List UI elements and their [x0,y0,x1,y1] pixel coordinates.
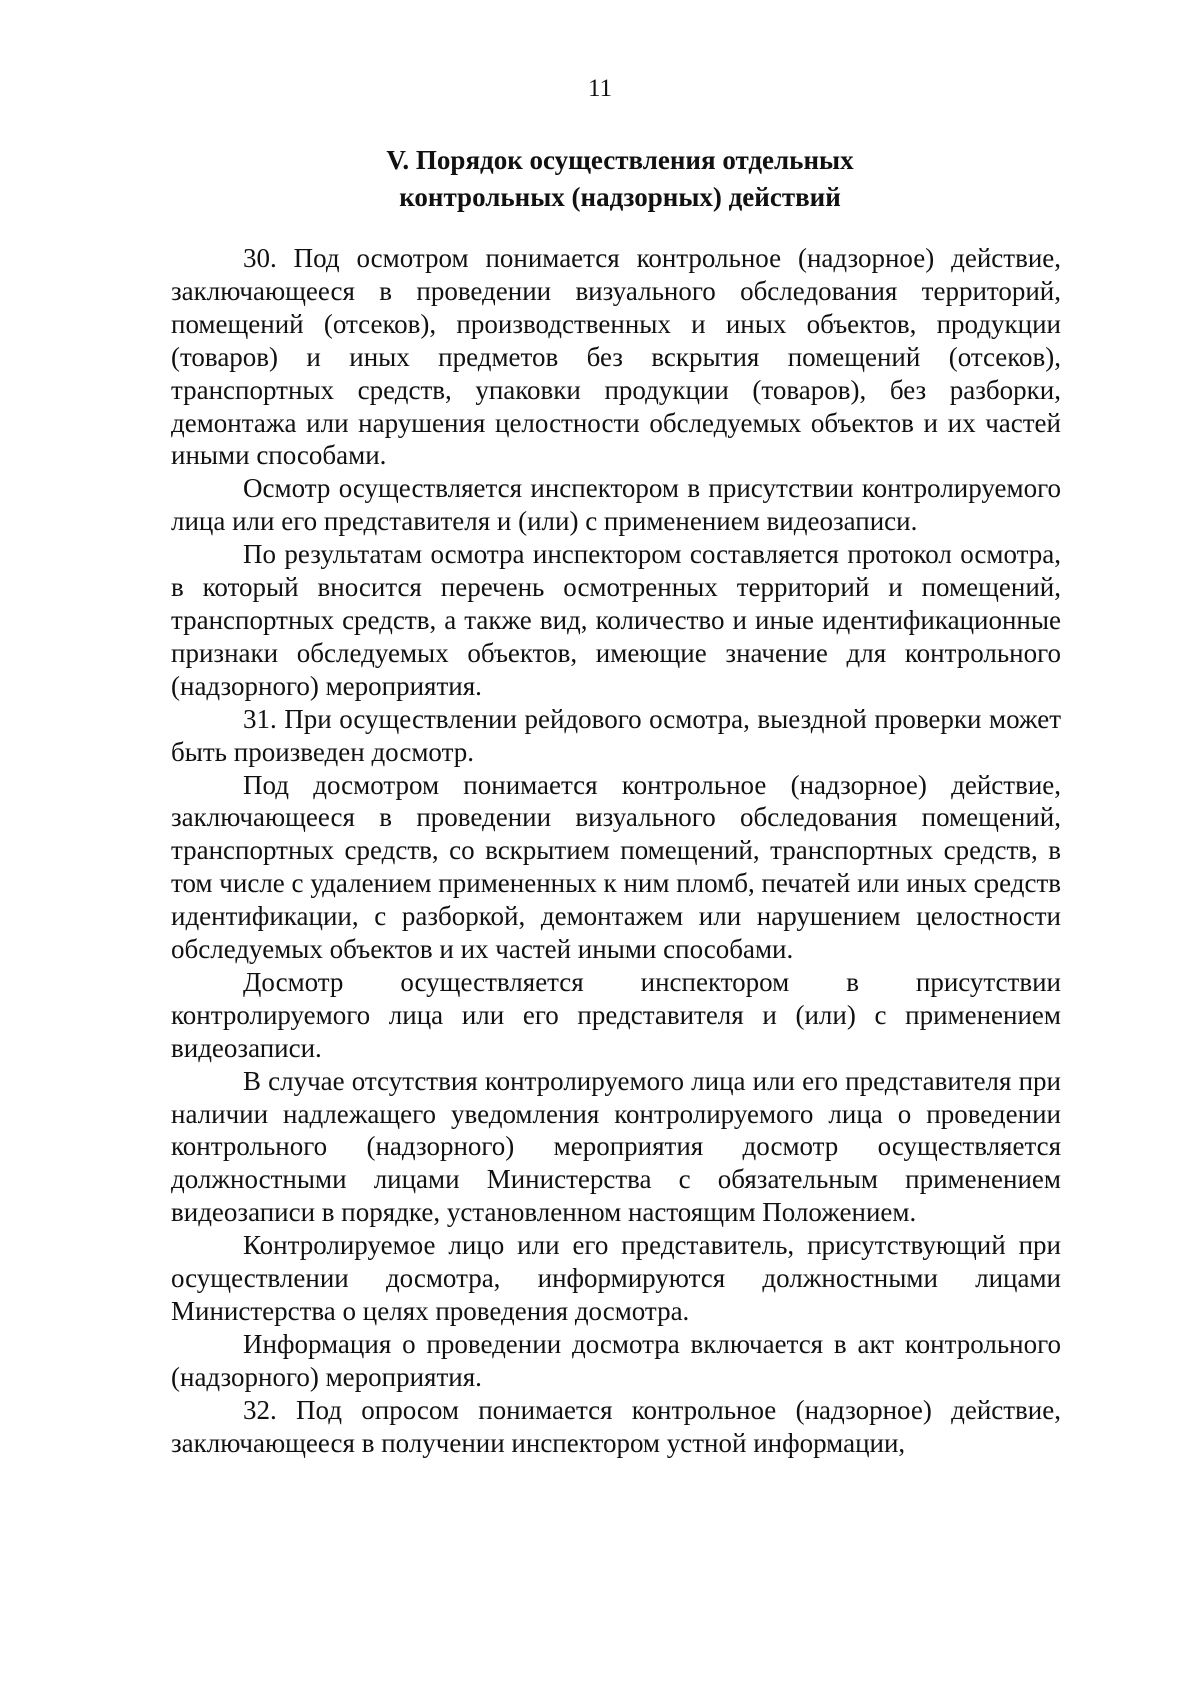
paragraph-search-informing: Контролируемое лицо или его представитель, присутствующий при осуществлении досмотра, информируются должностными лицами Министерства о целях проведения досмотра. [171,1230,1061,1326]
paragraph-inspection-protocol: По результатам осмотра инспектором составляется протокол осмотра, в который вносится перечень осмотренных территорий и помещений, транспортных средств, а также вид, количество и иные идентификационные признаки обследуемых объектов, имеющие значение для контрольного (надзорного) мероприятия. [171,539,1061,701]
paragraph-search-absence: В случае отсутствия контролируемого лица или его представителя при наличии надлежащего уведомления контролируемого лица о проведении контрольного (надзорного) мероприятия досмотр осуществляется должностными лицами Министерства с обязательным применением видеозаписи в порядке, установленном настоящим Положением. [171,1065,1061,1228]
section-title-line-1: V. Порядок осуществления отдельных [386,145,854,175]
section-heading [200,142,1040,216]
paragraph-32-survey-definition: 32. Под опросом понимается контрольное (надзорное) действие, заключающееся в получении инспектором устной информации, [171,1394,1061,1458]
paragraph-search-definition: Под досмотром понимается контрольное (надзорное) действие, заключающееся в проведении визуального обследования помещений, транспортных средств, со вскрытием помещений, транспортных средств, в том числе с удалением примененных к ним пломб, печатей или иных средств идентификации, с разборкой, демонтажем или нарушением целостности обследуемых объектов и их частей иными способами. [171,769,1061,965]
document-body [171,242,1061,1460]
paragraph-search-presence: Досмотр осуществляется инспектором в присутствии контролируемого лица или его представителя и (или) с применением видеозаписи. [171,966,1061,1063]
section-title-line-2: контрольных (надзорных) действий [399,182,841,212]
paragraph-search-act: Информация о проведении досмотра включается в акт контрольного (надзорного) мероприятия. [171,1328,1061,1392]
paragraph-inspection-presence: Осмотр осуществляется инспектором в присутствии контролируемого лица или его представителя и (или) с применением видеозаписи. [171,473,1061,537]
page-number: 11 [587,75,613,102]
paragraph-30-inspection-definition: 30. Под осмотром понимается контрольное (надзорное) действие, заключающееся в проведении визуального обследования территорий, помещений (отсеков), производственных и иных объектов, продукции (товаров) и иных предметов без вскрытия помещений (отсеков), транспортных средств, упаковки продукции (товаров), без разборки, демонтажа или нарушения целостности обследуемых объектов и их частей иными способами. [171,243,1061,471]
paragraph-31-search: 31. При осуществлении рейдового осмотра, выездной проверки может быть произведен досмотр. [171,703,1061,767]
